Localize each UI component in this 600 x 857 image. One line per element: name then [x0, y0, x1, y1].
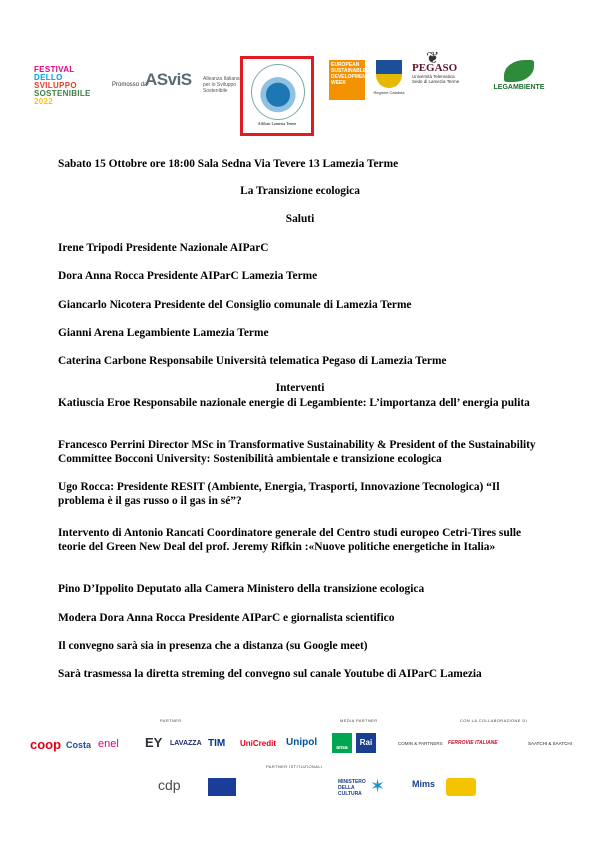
festival-line-2: DELLO	[34, 73, 63, 82]
festival-line-5: 2022	[34, 97, 53, 106]
streaming-note: Sarà trasmessa la diretta streming del convegno sul canale Youtube di AIParC Lamezia	[58, 668, 482, 680]
saluti-item: Gianni Arena Legambiente Lamezia Terme	[58, 327, 269, 339]
festival-line-3: SVILUPPO	[34, 81, 77, 90]
rai-logo: Rai	[356, 733, 376, 753]
saluti-item: Caterina Carbone Responsabile Università telematica Pegaso di Lamezia Terme	[58, 355, 447, 367]
partner-label: PARTNER	[160, 718, 182, 723]
aiparc-emblem-icon	[251, 64, 305, 120]
asvis-logo	[145, 70, 240, 94]
asvis-wordmark: ASviS	[145, 70, 192, 89]
pegaso-sub1: Università Telematica	[412, 74, 455, 79]
coop-logo: coop	[30, 737, 62, 752]
regione-calabria-logo	[372, 60, 406, 95]
unipol-logo: Unipol	[286, 737, 318, 748]
cdp-logo: cdp	[158, 777, 181, 793]
intervento-item: Ugo Rocca: Presidente RESIT (Ambiente, Energia, Trasporti, Innovazione Tecnologica) “Il problema è il gas russo o il gas in sé”?	[58, 481, 500, 507]
asvis-subtitle: Alleanza Italiana per lo Sviluppo Sostenibile	[203, 76, 240, 94]
ansa-logo: ansa	[332, 733, 352, 753]
saluti-item: Giancarlo Nicotera Presidente del Consiglio comunale di Lamezia Terme	[58, 299, 412, 311]
pegaso-name: PEGASO	[412, 62, 458, 74]
event-details: Sabato 15 Ottobre ore 18:00 Sala Sedna Via Tevere 13 Lamezia Terme	[58, 158, 399, 170]
festival-line-4: SOSTENIBILE	[34, 89, 91, 98]
regione-emblem-icon	[376, 60, 402, 88]
ey-logo: EY	[145, 735, 163, 750]
intervento-item: Intervento di Antonio Rancati Coordinatore generale del Centro studi europeo Cetri-Tires sulle teorie del Green New Deal del prof. Jeremy Rifkin :«Nuove politiche energetiche in Italia»	[58, 527, 522, 553]
hybrid-note: Il convegno sarà sia in presenza che a distanza (su Google meet)	[58, 640, 368, 652]
aiparc-caption: Affiliati Lamezia Terme	[257, 121, 297, 126]
tim-logo: TIM	[208, 738, 226, 749]
pegaso-logo	[412, 50, 482, 84]
intervento-item: Katiuscia Eroe Responsabile nazionale energie di Legambiente: L’importanza dell’ energia pulita	[58, 397, 530, 409]
saluti-item: Irene Tripodi Presidente Nazionale AIParC	[58, 242, 269, 254]
header-logo-strip	[0, 48, 600, 148]
festival-logo	[34, 66, 108, 110]
pegaso-sub2: Sede di Lamezia Terme	[412, 79, 460, 84]
saatchi-logo: SAATCHI & SAATCHI	[528, 741, 572, 746]
pegaso-wing-icon: ❦	[426, 50, 440, 67]
istituzionali-label: PARTNER ISTITUZIONALI	[266, 764, 323, 769]
interventi-heading: Interventi	[275, 382, 325, 394]
eusdw-logo: EUROPEAN SUSTAINABLE DEVELOPMENT WEEK	[329, 60, 365, 100]
regione-name: Regione Calabria	[373, 90, 405, 95]
legambiente-name: LEGAMBIENTE	[493, 84, 545, 91]
promoted-by-label: Promosso da	[112, 82, 148, 88]
aiparc-logo	[240, 56, 314, 136]
ferrovie-logo: FERROVIE ITALIANE	[448, 740, 498, 746]
lavazza-logo: LAVAZZA	[170, 740, 202, 747]
enel-logo: enel	[98, 738, 119, 750]
intervento-item: Pino D’Ippolito Deputato alla Camera Ministero della transizione ecologica	[58, 583, 425, 595]
comin-logo: COMIN & PARTNERS	[398, 741, 443, 746]
mims-logo: Mims	[412, 779, 436, 789]
costa-logo: Costa	[66, 740, 92, 750]
mic-logo: MINISTERO DELLA CULTURA	[338, 779, 366, 797]
moderator-line: Modera Dora Anna Rocca Presidente AIParC e giornalista scientifico	[58, 612, 395, 624]
anniversary-badge-icon	[446, 778, 476, 796]
collab-label: CON LA COLLABORAZIONE DI	[460, 718, 528, 723]
festival-line-1: FESTIVAL	[34, 65, 75, 74]
saluti-heading: Saluti	[285, 213, 315, 225]
star-icon: ✶	[370, 776, 386, 796]
intervento-item: Francesco Perrini Director MSc in Transformative Sustainability & President of the Sustainability Committee Bocconi University: Sostenibilità ambientale e transizione ecologica	[58, 439, 536, 465]
eu-flag-icon	[208, 778, 236, 796]
media-partner-label: MEDIA PARTNER	[340, 718, 378, 723]
legambiente-logo	[492, 60, 546, 91]
event-title: La Transizione ecologica	[240, 185, 360, 197]
unicredit-logo: UniCredit	[240, 739, 276, 748]
saluti-item: Dora Anna Rocca Presidente AIParC Lamezia Terme	[58, 270, 318, 282]
leaf-icon	[504, 60, 534, 82]
